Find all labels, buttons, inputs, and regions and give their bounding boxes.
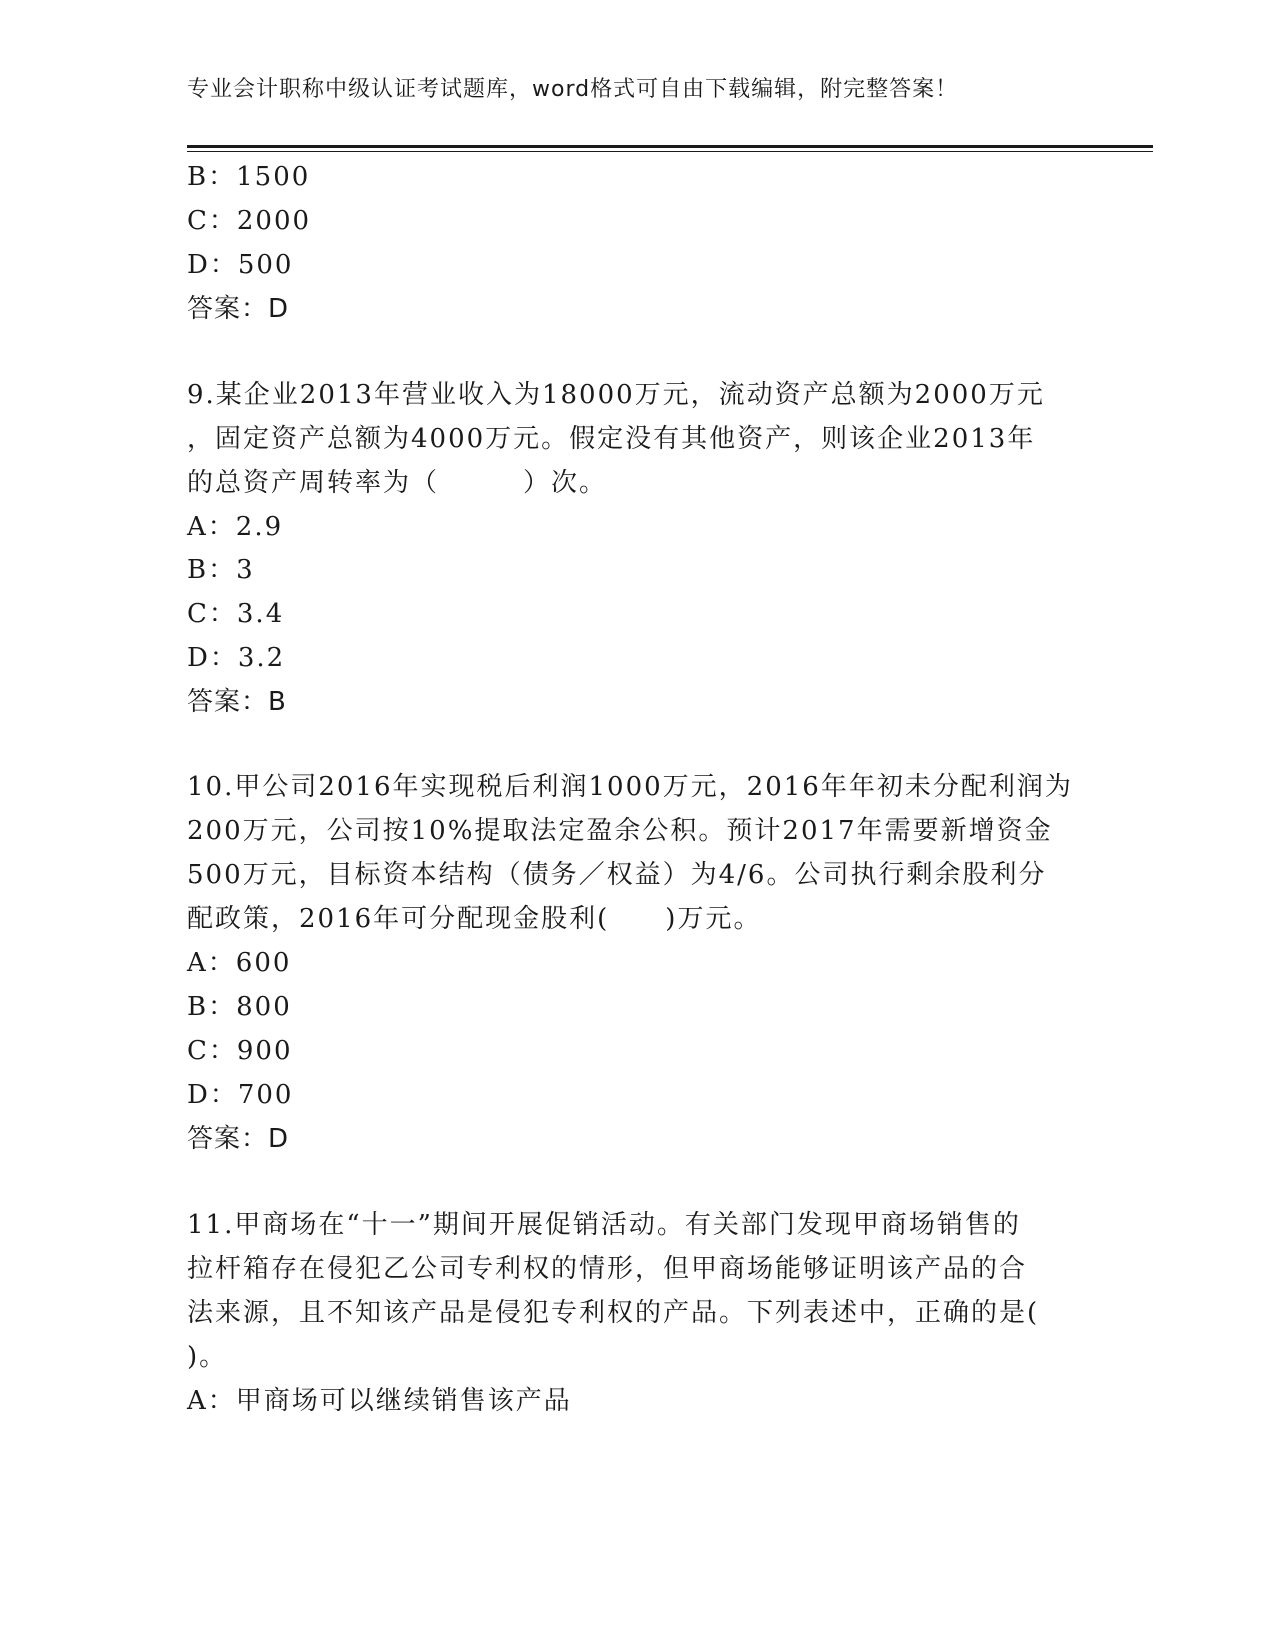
option-a: A：2.9 [187, 512, 284, 542]
option-b: B：1500 [187, 162, 311, 192]
question-9-text-line-3: 的总资产周转率为（ ）次。 [187, 468, 608, 498]
question-9-text-line-2: ，固定资产总额为4000万元。假定没有其他资产，则该企业2013年 [187, 424, 1036, 454]
option-b: B：800 [187, 992, 292, 1022]
option-a: A：甲商场可以继续销售该产品 [187, 1386, 572, 1416]
option-d: D：500 [187, 250, 294, 280]
answer: 答案：B [187, 687, 287, 717]
question-11-text-line-3: 法来源，且不知该产品是侵犯专利权的产品。下列表述中，正确的是( [187, 1298, 1040, 1328]
header-divider-thin [187, 151, 1153, 152]
option-d: D：700 [187, 1080, 294, 1110]
option-c: C：2000 [187, 206, 312, 236]
question-11-text-line-2: 拉杆箱存在侵犯乙公司专利权的情形，但甲商场能够证明该产品的合 [187, 1254, 1028, 1284]
question-10-text-line-4: 配政策，2016年可分配现金股利( )万元。 [187, 904, 762, 934]
question-11-text-line-4: )。 [187, 1342, 228, 1372]
option-d: D：3.2 [187, 643, 286, 673]
option-c: C：3.4 [187, 599, 285, 629]
question-9-text-line-1: 9.某企业2013年营业收入为18000万元，流动资产总额为2000万元 [187, 380, 1045, 410]
answer: 答案：D [187, 1124, 290, 1154]
option-a: A：600 [187, 948, 292, 978]
question-10-text-line-3: 500万元，目标资本结构（债务／权益）为4/6。公司执行剩余股利分 [187, 860, 1047, 890]
page-header: 专业会计职称中级认证考试题库，word格式可自由下载编辑，附完整答案！ [187, 77, 959, 102]
option-c: C：900 [187, 1036, 293, 1066]
answer: 答案：D [187, 294, 290, 324]
header-divider [187, 145, 1153, 148]
question-10-text-line-1: 10.甲公司2016年实现税后利润1000万元，2016年年初未分配利润为 [187, 772, 1073, 802]
question-11-text-line-1: 11.甲商场在“十一”期间开展促销活动。有关部门发现甲商场销售的 [187, 1210, 1021, 1240]
question-10-text-line-2: 200万元，公司按10%提取法定盈余公积。预计2017年需要新增资金 [187, 816, 1053, 846]
option-b: B：3 [187, 555, 255, 585]
